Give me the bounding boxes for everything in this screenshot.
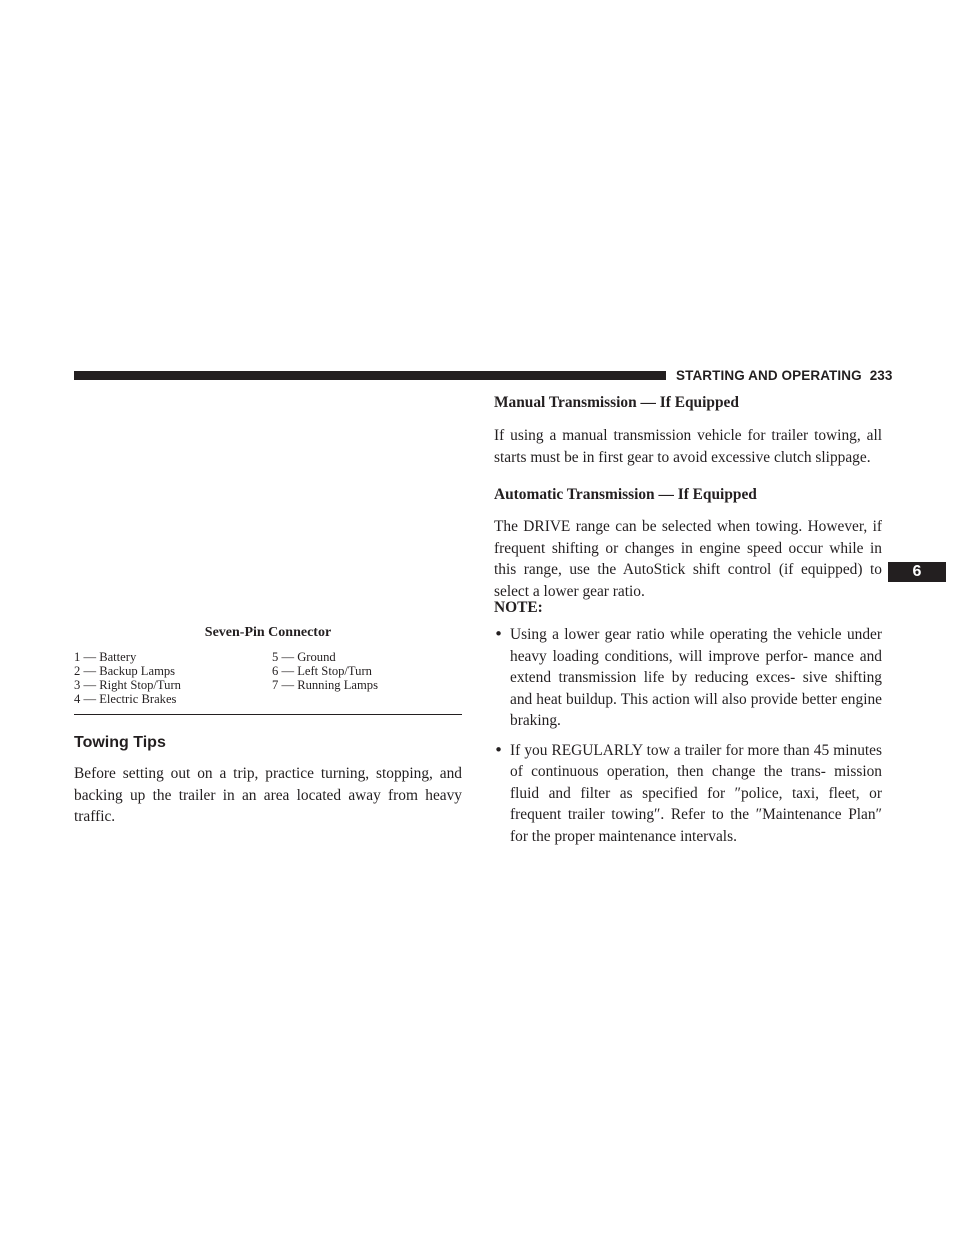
- manual-transmission-body: If using a manual transmission vehicle for trailer towing, all starts must be in first gear to avoid excessive clutch slippage.: [494, 427, 882, 466]
- figure-legend: [74, 650, 462, 706]
- legend-row: [74, 664, 462, 678]
- legend-item: 1 — Battery: [74, 650, 137, 664]
- automatic-transmission-body: The DRIVE range can be selected when towing. However, if frequent shifting or changes in engine speed occur while in this range, use the AutoStick shift control (if equipped) to select a lower gear ratio.: [494, 518, 882, 600]
- legend-item: 7 — Running Lamps: [272, 678, 378, 692]
- bullet-icon: •: [494, 740, 504, 759]
- towing-tips-body: Before setting out on a trip, practice turning, stopping, and backing up the trailer in an area located away from heavy traffic.: [74, 765, 462, 825]
- note-list: [494, 624, 882, 847]
- legend-row: [74, 678, 462, 692]
- header-rule-bar: [74, 371, 666, 380]
- page-number: 233: [869, 368, 893, 383]
- bullet-icon: •: [494, 625, 504, 643]
- towing-tips-heading: Towing Tips: [74, 734, 166, 751]
- figure-caption: Seven-Pin Connector: [204, 625, 332, 640]
- legend-item: 6 — Left Stop/Turn: [272, 664, 372, 678]
- legend-row: [74, 650, 462, 664]
- automatic-transmission-heading: Automatic Transmission — If Equipped: [494, 486, 757, 503]
- running-header: [676, 368, 893, 384]
- note-item-text: If you REGULARLY tow a trailer for more than 45 minutes of continuous operation, then change the trans- mission fluid and filter as specified for ″police, taxi, fleet, or frequent trailer towing″. Refer to the ″Maintenance Plan″ for the proper maintenance intervals.: [510, 741, 882, 845]
- legend-row: [74, 692, 462, 706]
- note-item: [494, 740, 882, 848]
- chapter-tab[interactable]: 6: [888, 562, 946, 582]
- note-label: NOTE:: [494, 599, 543, 616]
- legend-divider: [74, 714, 462, 715]
- legend-item: 4 — Electric Brakes: [74, 692, 177, 706]
- legend-item: 3 — Right Stop/Turn: [74, 678, 181, 692]
- note-item: [494, 624, 882, 732]
- note-item-text: Using a lower gear ratio while operating the vehicle under heavy loading conditions, will improve perfor- mance and extend transmission life by reducing exces- sive shifting and heat buildup. This action will also provide better engine braking.: [510, 626, 882, 729]
- section-title: STARTING AND OPERATING: [676, 368, 862, 383]
- manual-transmission-heading: Manual Transmission — If Equipped: [494, 394, 739, 411]
- legend-item: 5 — Ground: [272, 650, 336, 664]
- legend-item: 2 — Backup Lamps: [74, 664, 176, 678]
